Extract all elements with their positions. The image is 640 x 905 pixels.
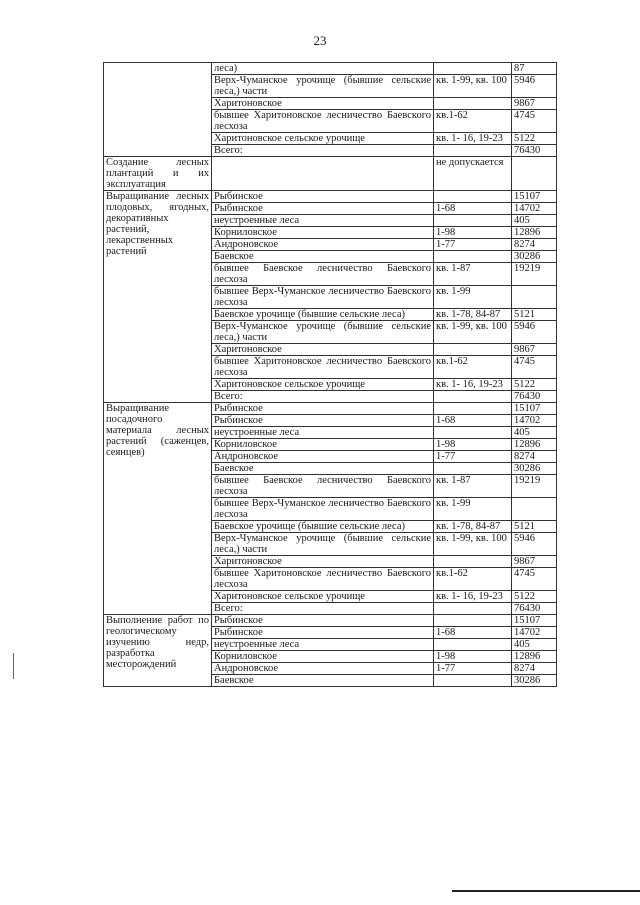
quarters-cell: кв.1-62 xyxy=(434,110,512,133)
area-value-cell: 76430 xyxy=(512,603,557,615)
area-name-cell: Баевское xyxy=(212,251,434,263)
quarters-cell: 1-77 xyxy=(434,239,512,251)
quarters-cell xyxy=(434,145,512,157)
quarters-cell xyxy=(434,344,512,356)
area-name-cell: бывшее Верх-Чуманское лесничество Баевского лесхоза xyxy=(212,286,434,309)
quarters-cell: кв. 1-78, 84-87 xyxy=(434,521,512,533)
table-row xyxy=(104,615,557,627)
area-name-cell: Рыбинское xyxy=(212,415,434,427)
quarters-cell: 1-98 xyxy=(434,651,512,663)
activity-cell xyxy=(104,63,212,157)
area-name-cell: Рыбинское xyxy=(212,403,434,415)
quarters-cell: 1-98 xyxy=(434,439,512,451)
quarters-cell: кв. 1- 16, 19-23 xyxy=(434,133,512,145)
area-name-cell: бывшее Верх-Чуманское лесничество Баевского лесхоза xyxy=(212,498,434,521)
area-value-cell: 30286 xyxy=(512,463,557,475)
quarters-cell: 1-77 xyxy=(434,451,512,463)
area-name-cell: неустроенные леса xyxy=(212,215,434,227)
quarters-cell: 1-68 xyxy=(434,415,512,427)
quarters-cell: кв. 1-87 xyxy=(434,263,512,286)
area-value-cell: 4745 xyxy=(512,568,557,591)
area-value-cell: 9867 xyxy=(512,344,557,356)
area-value-cell: 9867 xyxy=(512,98,557,110)
area-name-cell: неустроенные леса xyxy=(212,639,434,651)
area-name-cell: Андроновское xyxy=(212,239,434,251)
area-name-cell: бывшее Баевское лесничество Баевского лесхоза xyxy=(212,475,434,498)
area-value-cell: 5122 xyxy=(512,379,557,391)
quarters-cell xyxy=(434,615,512,627)
area-value-cell: 15107 xyxy=(512,615,557,627)
area-value-cell: 8274 xyxy=(512,451,557,463)
area-value-cell: 19219 xyxy=(512,475,557,498)
area-name-cell: Рыбинское xyxy=(212,191,434,203)
quarters-cell: кв. 1- 16, 19-23 xyxy=(434,379,512,391)
area-name-cell: Корниловское xyxy=(212,651,434,663)
area-name-cell: Всего: xyxy=(212,603,434,615)
area-value-cell: 4745 xyxy=(512,356,557,379)
area-name-cell: Харитоновское xyxy=(212,98,434,110)
quarters-cell xyxy=(434,251,512,263)
area-value-cell: 14702 xyxy=(512,627,557,639)
area-value-cell xyxy=(512,157,557,191)
area-value-cell: 405 xyxy=(512,639,557,651)
page-number: 23 xyxy=(313,33,327,48)
area-value-cell: 87 xyxy=(512,63,557,75)
area-value-cell: 405 xyxy=(512,427,557,439)
area-name-cell: Верх-Чуманское урочище (бывшие сельские леса,) части xyxy=(212,533,434,556)
quarters-cell: кв. 1-99, кв. 100 xyxy=(434,75,512,98)
table-row xyxy=(104,157,557,191)
margin-mark xyxy=(13,653,14,679)
quarters-cell: кв. 1- 16, 19-23 xyxy=(434,591,512,603)
quarters-cell xyxy=(434,639,512,651)
area-name-cell: Баевское урочище (бывшие сельские леса) xyxy=(212,521,434,533)
area-name-cell: Харитоновское сельское урочище xyxy=(212,379,434,391)
area-value-cell: 76430 xyxy=(512,145,557,157)
quarters-cell xyxy=(434,675,512,687)
quarters-cell: 1-77 xyxy=(434,663,512,675)
area-name-cell: бывшее Харитоновское лесничество Баевского лесхоза xyxy=(212,356,434,379)
area-value-cell: 8274 xyxy=(512,663,557,675)
area-value-cell: 19219 xyxy=(512,263,557,286)
quarters-cell: 1-68 xyxy=(434,203,512,215)
area-name-cell: Рыбинское xyxy=(212,203,434,215)
quarters-cell: 1-68 xyxy=(434,627,512,639)
area-value-cell xyxy=(512,286,557,309)
activity-cell: Выполнение работ по геологическому изучению недр, разработка месторождений xyxy=(104,615,212,687)
area-value-cell: 5121 xyxy=(512,309,557,321)
area-name-cell: Харитоновское xyxy=(212,556,434,568)
activity-cell: Выращивание лесных плодовых, ягодных, декоративных растений, лекарственных растений xyxy=(104,191,212,403)
forest-use-table xyxy=(103,62,557,687)
area-value-cell: 5121 xyxy=(512,521,557,533)
area-value-cell: 405 xyxy=(512,215,557,227)
quarters-cell: кв. 1-78, 84-87 xyxy=(434,309,512,321)
table-row xyxy=(104,63,557,75)
area-value-cell: 12896 xyxy=(512,227,557,239)
table-row xyxy=(104,191,557,203)
quarters-cell xyxy=(434,603,512,615)
area-value-cell: 5946 xyxy=(512,75,557,98)
area-name-cell: Баевское xyxy=(212,675,434,687)
area-value-cell: 14702 xyxy=(512,203,557,215)
area-value-cell: 76430 xyxy=(512,391,557,403)
quarters-cell xyxy=(434,463,512,475)
quarters-cell xyxy=(434,403,512,415)
quarters-cell xyxy=(434,191,512,203)
area-name-cell: Корниловское xyxy=(212,227,434,239)
quarters-cell xyxy=(434,556,512,568)
quarters-cell: 1-98 xyxy=(434,227,512,239)
quarters-cell: кв. 1-99, кв. 100 xyxy=(434,533,512,556)
area-value-cell: 15107 xyxy=(512,191,557,203)
area-value-cell: 30286 xyxy=(512,675,557,687)
area-name-cell: Рыбинское xyxy=(212,615,434,627)
area-name-cell: Всего: xyxy=(212,145,434,157)
quarters-cell: кв. 1-99, кв. 100 xyxy=(434,321,512,344)
area-value-cell xyxy=(512,498,557,521)
quarters-cell: кв. 1-99 xyxy=(434,286,512,309)
activity-cell: Выращивание посадочного материала лесных растений (саженцев, сеянцев) xyxy=(104,403,212,615)
quarters-cell: кв.1-62 xyxy=(434,356,512,379)
area-value-cell: 8274 xyxy=(512,239,557,251)
area-value-cell: 5946 xyxy=(512,533,557,556)
area-name-cell: Баевское xyxy=(212,463,434,475)
area-value-cell: 5122 xyxy=(512,133,557,145)
quarters-cell xyxy=(434,391,512,403)
area-value-cell: 4745 xyxy=(512,110,557,133)
area-name-cell: Всего: xyxy=(212,391,434,403)
area-name-cell: Харитоновское сельское урочище xyxy=(212,133,434,145)
area-name-cell: бывшее Баевское лесничество Баевского лесхоза xyxy=(212,263,434,286)
area-name-cell: бывшее Харитоновское лесничество Баевского лесхоза xyxy=(212,568,434,591)
quarters-cell: кв. 1-99 xyxy=(434,498,512,521)
area-value-cell: 12896 xyxy=(512,439,557,451)
table-row xyxy=(104,403,557,415)
area-name-cell: Харитоновское сельское урочище xyxy=(212,591,434,603)
quarters-cell: кв. 1-87 xyxy=(434,475,512,498)
area-value-cell: 5946 xyxy=(512,321,557,344)
quarters-cell xyxy=(434,427,512,439)
table-body xyxy=(104,63,557,687)
area-name-cell: Андроновское xyxy=(212,451,434,463)
area-name-cell: Андроновское xyxy=(212,663,434,675)
area-name-cell: Верх-Чуманское урочище (бывшие сельские леса,) части xyxy=(212,321,434,344)
area-name-cell: неустроенные леса xyxy=(212,427,434,439)
activity-cell: Создание лесных плантаций и их эксплуатация xyxy=(104,157,212,191)
quarters-cell xyxy=(434,98,512,110)
area-name-cell: Корниловское xyxy=(212,439,434,451)
area-name-cell: Рыбинское xyxy=(212,627,434,639)
footer-line xyxy=(452,890,640,892)
area-value-cell: 9867 xyxy=(512,556,557,568)
area-name-cell: Верх-Чуманское урочище (бывшие сельские леса,) части xyxy=(212,75,434,98)
area-name-cell: леса) xyxy=(212,63,434,75)
area-name-cell xyxy=(212,157,434,191)
area-value-cell: 5122 xyxy=(512,591,557,603)
area-name-cell: Баевское урочище (бывшие сельские леса) xyxy=(212,309,434,321)
area-name-cell: бывшее Харитоновское лесничество Баевского лесхоза xyxy=(212,110,434,133)
quarters-cell xyxy=(434,63,512,75)
quarters-cell: не допускается xyxy=(434,157,512,191)
area-value-cell: 15107 xyxy=(512,403,557,415)
area-name-cell: Харитоновское xyxy=(212,344,434,356)
area-value-cell: 30286 xyxy=(512,251,557,263)
area-value-cell: 12896 xyxy=(512,651,557,663)
quarters-cell xyxy=(434,215,512,227)
quarters-cell: кв.1-62 xyxy=(434,568,512,591)
area-value-cell: 14702 xyxy=(512,415,557,427)
